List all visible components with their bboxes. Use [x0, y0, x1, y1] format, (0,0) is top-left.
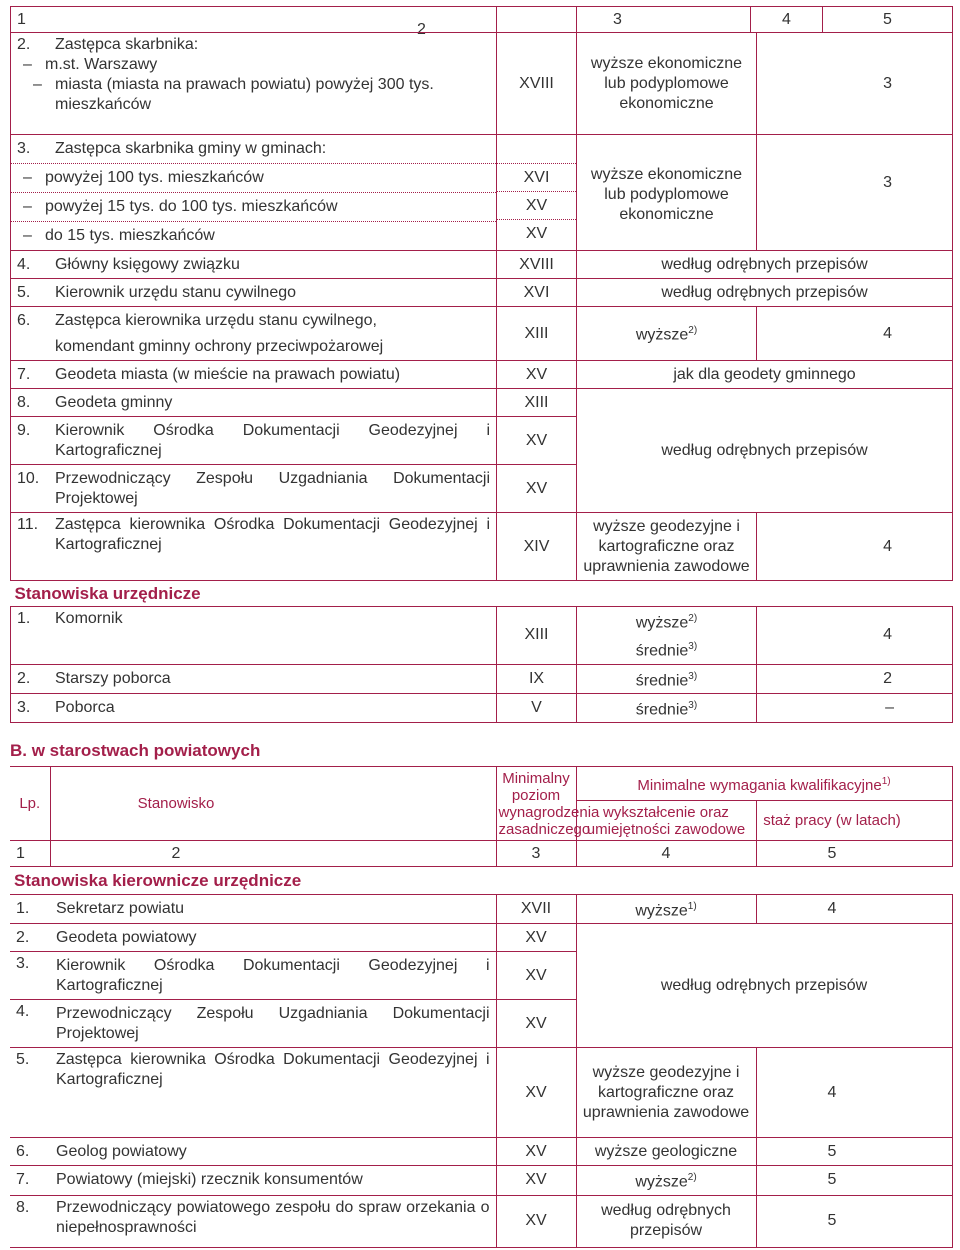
grade-cell: XV: [496, 1048, 576, 1138]
header-lp: Lp.: [10, 767, 50, 841]
header-row: [10, 767, 952, 801]
grade-cell: V: [497, 693, 577, 722]
lp-cell: 2.: [10, 924, 50, 952]
education-cell: wyższe ekonomiczne lub podyplomowe ekonomiczne: [577, 33, 757, 135]
grade-cell: XV: [497, 417, 577, 465]
years-cell: –: [757, 693, 953, 722]
table-a: [10, 6, 953, 38]
colnum-5: 5: [756, 841, 952, 867]
section-row: [11, 581, 953, 607]
grade-cell: XIII: [497, 307, 577, 361]
table-row: [11, 33, 953, 135]
colnum-4: 4: [751, 7, 823, 33]
header-min-req: Minimalne wymagania kwalifikacyjne$^{1)}$: [576, 767, 952, 801]
lp-cell: 5.: [10, 1048, 50, 1138]
education-cell: średnie$^{3)}$: [577, 693, 757, 722]
table-row: [11, 389, 953, 417]
position-cell: Kierownik Ośrodka Dokumentacji Geodezyjnej i Kartograficznej: [50, 952, 496, 1000]
years-cell: 5: [756, 1138, 952, 1166]
table-row: [11, 251, 953, 279]
grade-cell: XV: [496, 924, 576, 952]
education-cell: wyższe$^{2)}$: [577, 307, 757, 361]
position-cell: 2. Zastępca skarbnika: – m.st. Warszawy – miasta (miasta na prawach powiatu) powyżej 300 tys. mieszkańców: [11, 33, 497, 135]
education-cell: według odrębnych przepisów: [576, 1195, 756, 1247]
years-cell: 3: [757, 33, 953, 135]
table-row: [10, 1195, 952, 1247]
position-cell: Sekretarz powiatu: [50, 895, 496, 924]
education-cell: średnie$^{3)}$: [577, 664, 757, 693]
education-cell: wyższe ekonomiczne lub podyplomowe ekonomiczne: [577, 135, 757, 251]
section-mgmt-title: Stanowiska kierownicze urzędnicze: [10, 867, 952, 895]
table-row: [10, 1166, 952, 1195]
position-cell: 2. Starszy poborca: [11, 664, 497, 693]
position-cell: 11. Zastępca kierownika Ośrodka Dokumentacji Geodezyjnej i Kartograficznej: [11, 513, 497, 581]
grade-cell: XIII: [497, 607, 577, 665]
grade-cell: XV: [497, 465, 577, 513]
header-years: staż pracy (w latach): [756, 801, 952, 841]
position-cell: 10. Przewodniczący Zespołu Uzgadniania Dokumentacji Projektowej: [11, 465, 497, 513]
requirement-cell: według odrębnych przepisów: [577, 279, 953, 307]
grade-cell: XV: [496, 1166, 576, 1195]
table-row: [10, 895, 952, 924]
table-row: [11, 693, 953, 722]
table-row: [11, 513, 953, 581]
education-cell: wyższe$^{2)}$: [576, 1166, 756, 1195]
education-cell: wyższe$^{2)}$ średnie$^{3)}$: [577, 607, 757, 665]
position-cell: Powiatowy (miejski) rzecznik konsumentów: [50, 1166, 496, 1195]
grade-cell: XVI XV XV: [497, 135, 577, 251]
lp-cell: 6.: [10, 1138, 50, 1166]
section-b-title: B. w starostwach powiatowych: [10, 741, 261, 760]
section-clerk-title: Stanowiska urzędnicze: [11, 581, 953, 607]
position-cell: 5. Kierownik urzędu stanu cywilnego: [11, 279, 497, 307]
education-cell: wyższe geodezyjne i kartograficzne oraz uprawnienia zawodowe: [577, 513, 757, 581]
table-row: [11, 664, 953, 693]
position-cell: 7. Geodeta miasta (w mieście na prawach powiatu): [11, 361, 497, 389]
grade-cell: XV: [496, 1138, 576, 1166]
position-cell: 3. Poborca: [11, 693, 497, 722]
grade-cell: XV: [496, 952, 576, 1000]
position-cell: Przewodniczący Zespołu Uzgadniania Dokumentacji Projektowej: [50, 1000, 496, 1048]
lp-cell: 8.: [10, 1195, 50, 1247]
grade-cell: XV: [496, 1195, 576, 1247]
grade-cell: XVIII: [497, 251, 577, 279]
colnum-2: 2: [497, 7, 577, 33]
years-cell: 2: [757, 664, 953, 693]
grade-cell: XVI: [497, 279, 577, 307]
position-cell: 1. Komornik: [11, 607, 497, 665]
years-cell: 4: [756, 1048, 952, 1138]
table-row: [10, 1048, 952, 1138]
table-a-body: [10, 32, 953, 723]
position-cell: 6. Zastępca kierownika urzędu stanu cywilnego, komendant gminny ochrony przeciwpożarowej: [11, 307, 497, 361]
table-row: [10, 1138, 952, 1166]
years-cell: 5: [756, 1166, 952, 1195]
lp-cell: 1.: [10, 895, 50, 924]
colnum-5: 5: [823, 7, 953, 33]
lp-cell: 4.: [10, 1000, 50, 1048]
position-cell: 9. Kierownik Ośrodka Dokumentacji Geodezyjnej i Kartograficznej: [11, 417, 497, 465]
requirement-cell: według odrębnych przepisów: [577, 389, 953, 513]
grade-cell: XIII: [497, 389, 577, 417]
position-cell: Zastępca kierownika Ośrodka Dokumentacji Geodezyjnej i Kartograficznej: [50, 1048, 496, 1138]
grade-cell: XV: [497, 361, 577, 389]
grade-cell: XIV: [497, 513, 577, 581]
years-cell: 5: [756, 1195, 952, 1247]
colnum-1: 1: [11, 7, 497, 33]
colnum-2: 2: [50, 841, 496, 867]
grade-cell: XVII: [496, 895, 576, 924]
years-cell: 4: [757, 307, 953, 361]
requirement-cell: według odrębnych przepisów: [576, 924, 952, 1048]
position-cell: Przewodniczący powiatowego zespołu do spraw orzekania o niepełnosprawności: [50, 1195, 496, 1247]
section-row: [10, 867, 952, 895]
years-cell: 4: [756, 895, 952, 924]
grade-cell: XV: [496, 1000, 576, 1048]
header-stanowisko: Stanowisko: [50, 767, 496, 841]
position-cell: 3. Zastępca skarbnika gminy w gminach: – powyżej 100 tys. mieszkańców – powyżej 15 tys. do 100 tys. mieszkańców – do 15 tys. mieszkańców: [11, 135, 497, 251]
colnum-3: 3: [531, 7, 705, 33]
lp-cell: 3.: [10, 952, 50, 1000]
education-cell: wyższe geodezyjne i kartograficzne oraz uprawnienia zawodowe: [576, 1048, 756, 1138]
header-min-level: Minimalny poziom wynagrodzenia zasadniczego: [496, 767, 576, 841]
colnum-1: 1: [10, 841, 50, 867]
requirement-cell: jak dla geodety gminnego: [577, 361, 953, 389]
education-cell: wyższe geologiczne: [576, 1138, 756, 1166]
years-cell: 4: [757, 607, 953, 665]
position-cell: 8. Geodeta gminny: [11, 389, 497, 417]
years-cell: 4: [757, 513, 953, 581]
table-row: [10, 924, 952, 952]
position-cell: 4. Główny księgowy związku: [11, 251, 497, 279]
grade-cell: IX: [497, 664, 577, 693]
position-cell: Geolog powiatowy: [50, 1138, 496, 1166]
position-cell: Geodeta powiatowy: [50, 924, 496, 952]
grade-cell: XVIII: [497, 33, 577, 135]
column-numbers-row: [10, 841, 952, 867]
education-cell: wyższe$^{1)}$: [576, 895, 756, 924]
requirement-cell: według odrębnych przepisów: [577, 251, 953, 279]
colnum-3: 3: [496, 841, 576, 867]
table-row: [11, 307, 953, 361]
table-b: [10, 766, 953, 1248]
table-row: [11, 279, 953, 307]
table-row: [11, 361, 953, 389]
column-numbers-row: [11, 7, 953, 33]
lp-cell: 7.: [10, 1166, 50, 1195]
table-row: [11, 607, 953, 665]
header-education: wykształcenie oraz umiejętności zawodowe: [576, 801, 756, 841]
colnum-4: 4: [576, 841, 756, 867]
table-row: [11, 135, 953, 251]
years-cell: 3: [757, 135, 953, 251]
